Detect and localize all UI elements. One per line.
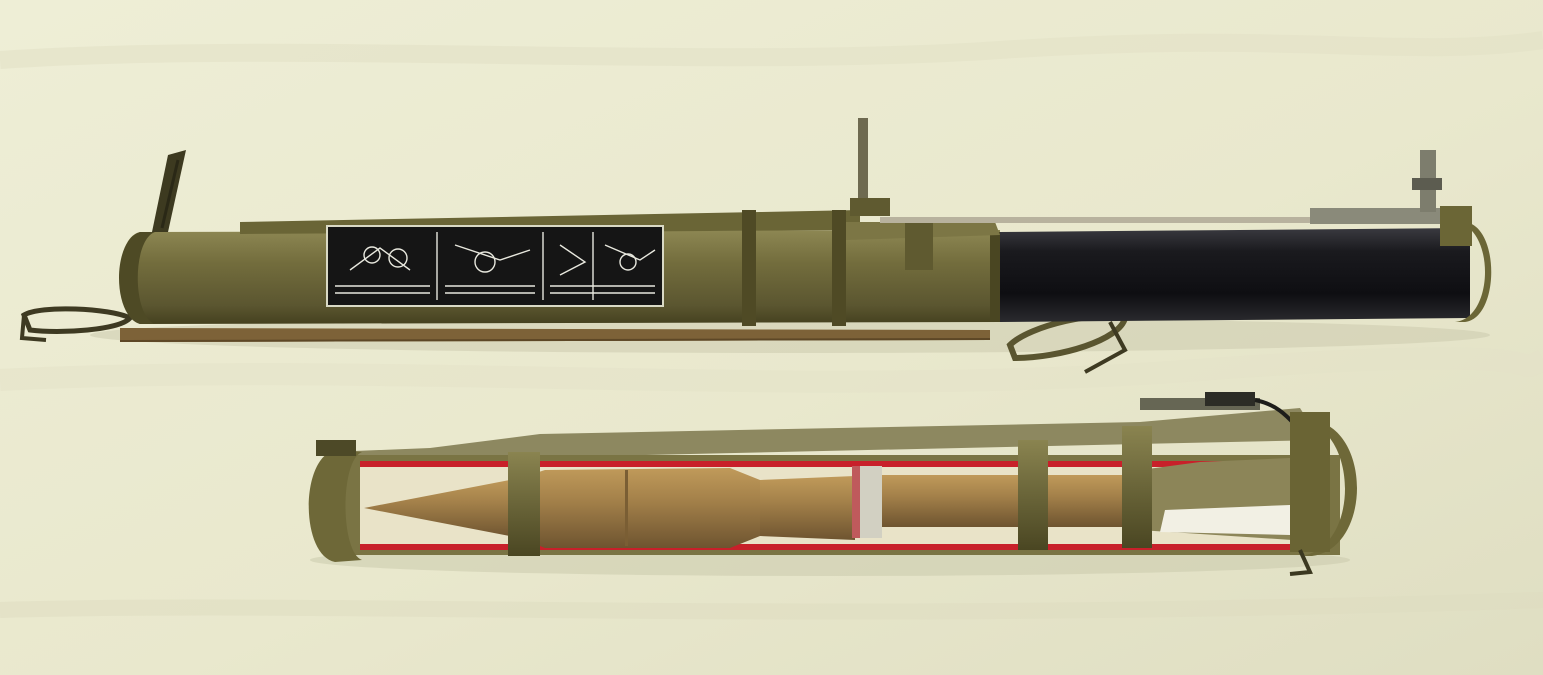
tube-band [832,210,846,326]
sight-bracket [905,222,933,270]
black-launch-tube [1000,228,1470,322]
rear-sight-aperture [1412,178,1442,190]
projectile-warhead [520,468,760,548]
cutaway-band [1018,440,1048,550]
red-lining-bottom [360,544,1300,550]
projectile-body [760,476,855,540]
middle-raised-sight [858,118,868,208]
cutaway-front-latch [316,440,356,456]
middle-sight-base [850,198,890,216]
tail-insert [1160,505,1290,535]
cutaway-sight-block [1205,392,1255,406]
tube-band [742,210,756,326]
instruction-label [327,226,663,306]
cutaway-band [508,452,540,556]
projectile-seam [625,470,628,546]
cutaway-rear-collar [1290,412,1330,552]
projectile-band-red [852,466,860,538]
red-lining-top [360,461,1300,467]
projectile-motor [882,475,1132,527]
rear-tube-collar [1440,206,1472,246]
cutaway-band [1122,426,1152,548]
sight-rail [880,217,1310,223]
